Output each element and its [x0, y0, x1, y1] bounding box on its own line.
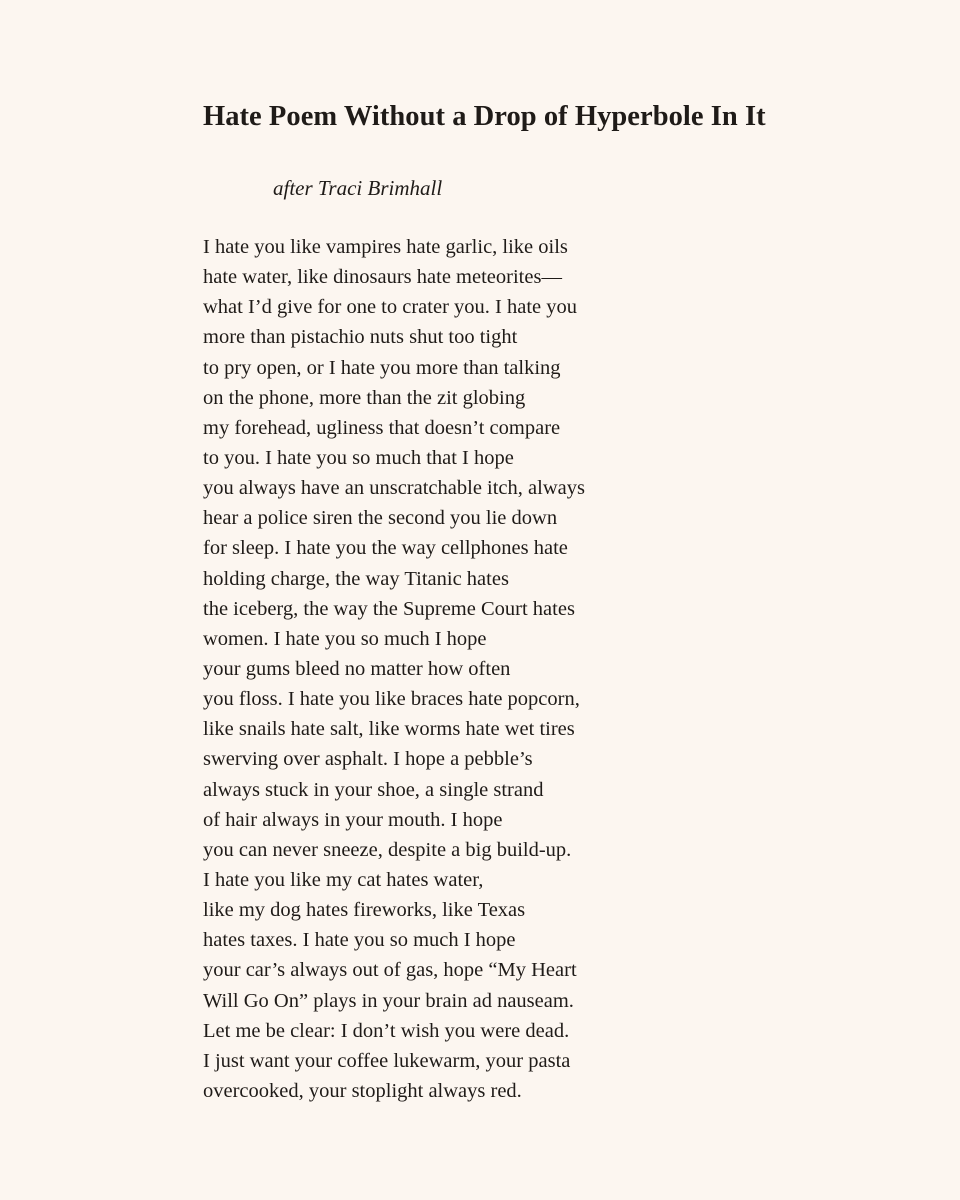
poem-line: to pry open, or I hate you more than talking: [203, 356, 561, 379]
poem-line: you can never sneeze, despite a big build-up.: [203, 838, 572, 861]
poem-line: like snails hate salt, like worms hate wet tires: [203, 718, 575, 741]
poem-line: like my dog hates fireworks, like Texas: [203, 899, 526, 922]
poem-line: Will Go On” plays in your brain ad nauseam.: [203, 989, 574, 1012]
poem-line: you always have an unscratchable itch, always: [203, 477, 585, 500]
poem-line: of hair always in your mouth. I hope: [203, 808, 503, 831]
poem-line: your car’s always out of gas, hope “My Heart: [203, 959, 577, 982]
poem-line: for sleep. I hate you the way cellphones hate: [203, 537, 568, 560]
poem-dedication: after Traci Brimhall: [273, 176, 443, 200]
poem-line: hear a police siren the second you lie down: [203, 507, 558, 530]
poem-line: always stuck in your shoe, a single strand: [203, 778, 544, 801]
poem-line: swerving over asphalt. I hope a pebble’s: [203, 748, 533, 771]
poem-line: Let me be clear: I don’t wish you were dead.: [203, 1019, 570, 1042]
poem-line: on the phone, more than the zit globing: [203, 386, 526, 409]
poem-line: what I’d give for one to crater you. I hate you: [203, 296, 577, 319]
poem-title: Hate Poem Without a Drop of Hyperbole In It: [203, 101, 766, 132]
poem-body: [203, 232, 585, 1106]
poem-line: I hate you like my cat hates water,: [203, 868, 484, 891]
poem-line: the iceberg, the way the Supreme Court hates: [203, 597, 575, 620]
poem-line: overcooked, your stoplight always red.: [203, 1079, 522, 1102]
poem-line: I hate you like vampires hate garlic, like oils: [203, 236, 568, 258]
poem-line: hate water, like dinosaurs hate meteorites—: [203, 266, 562, 289]
poem-line: women. I hate you so much I hope: [203, 627, 487, 650]
poem-line: more than pistachio nuts shut too tight: [203, 326, 518, 349]
poem-line: to you. I hate you so much that I hope: [203, 446, 514, 469]
poem-line: your gums bleed no matter how often: [203, 657, 511, 680]
poem-line: my forehead, ugliness that doesn’t compare: [203, 416, 561, 439]
poem-line: I just want your coffee lukewarm, your pasta: [203, 1049, 571, 1072]
poem-line: you floss. I hate you like braces hate popcorn,: [203, 688, 580, 711]
poem-line: hates taxes. I hate you so much I hope: [203, 929, 516, 952]
poem-line: holding charge, the way Titanic hates: [203, 567, 509, 590]
